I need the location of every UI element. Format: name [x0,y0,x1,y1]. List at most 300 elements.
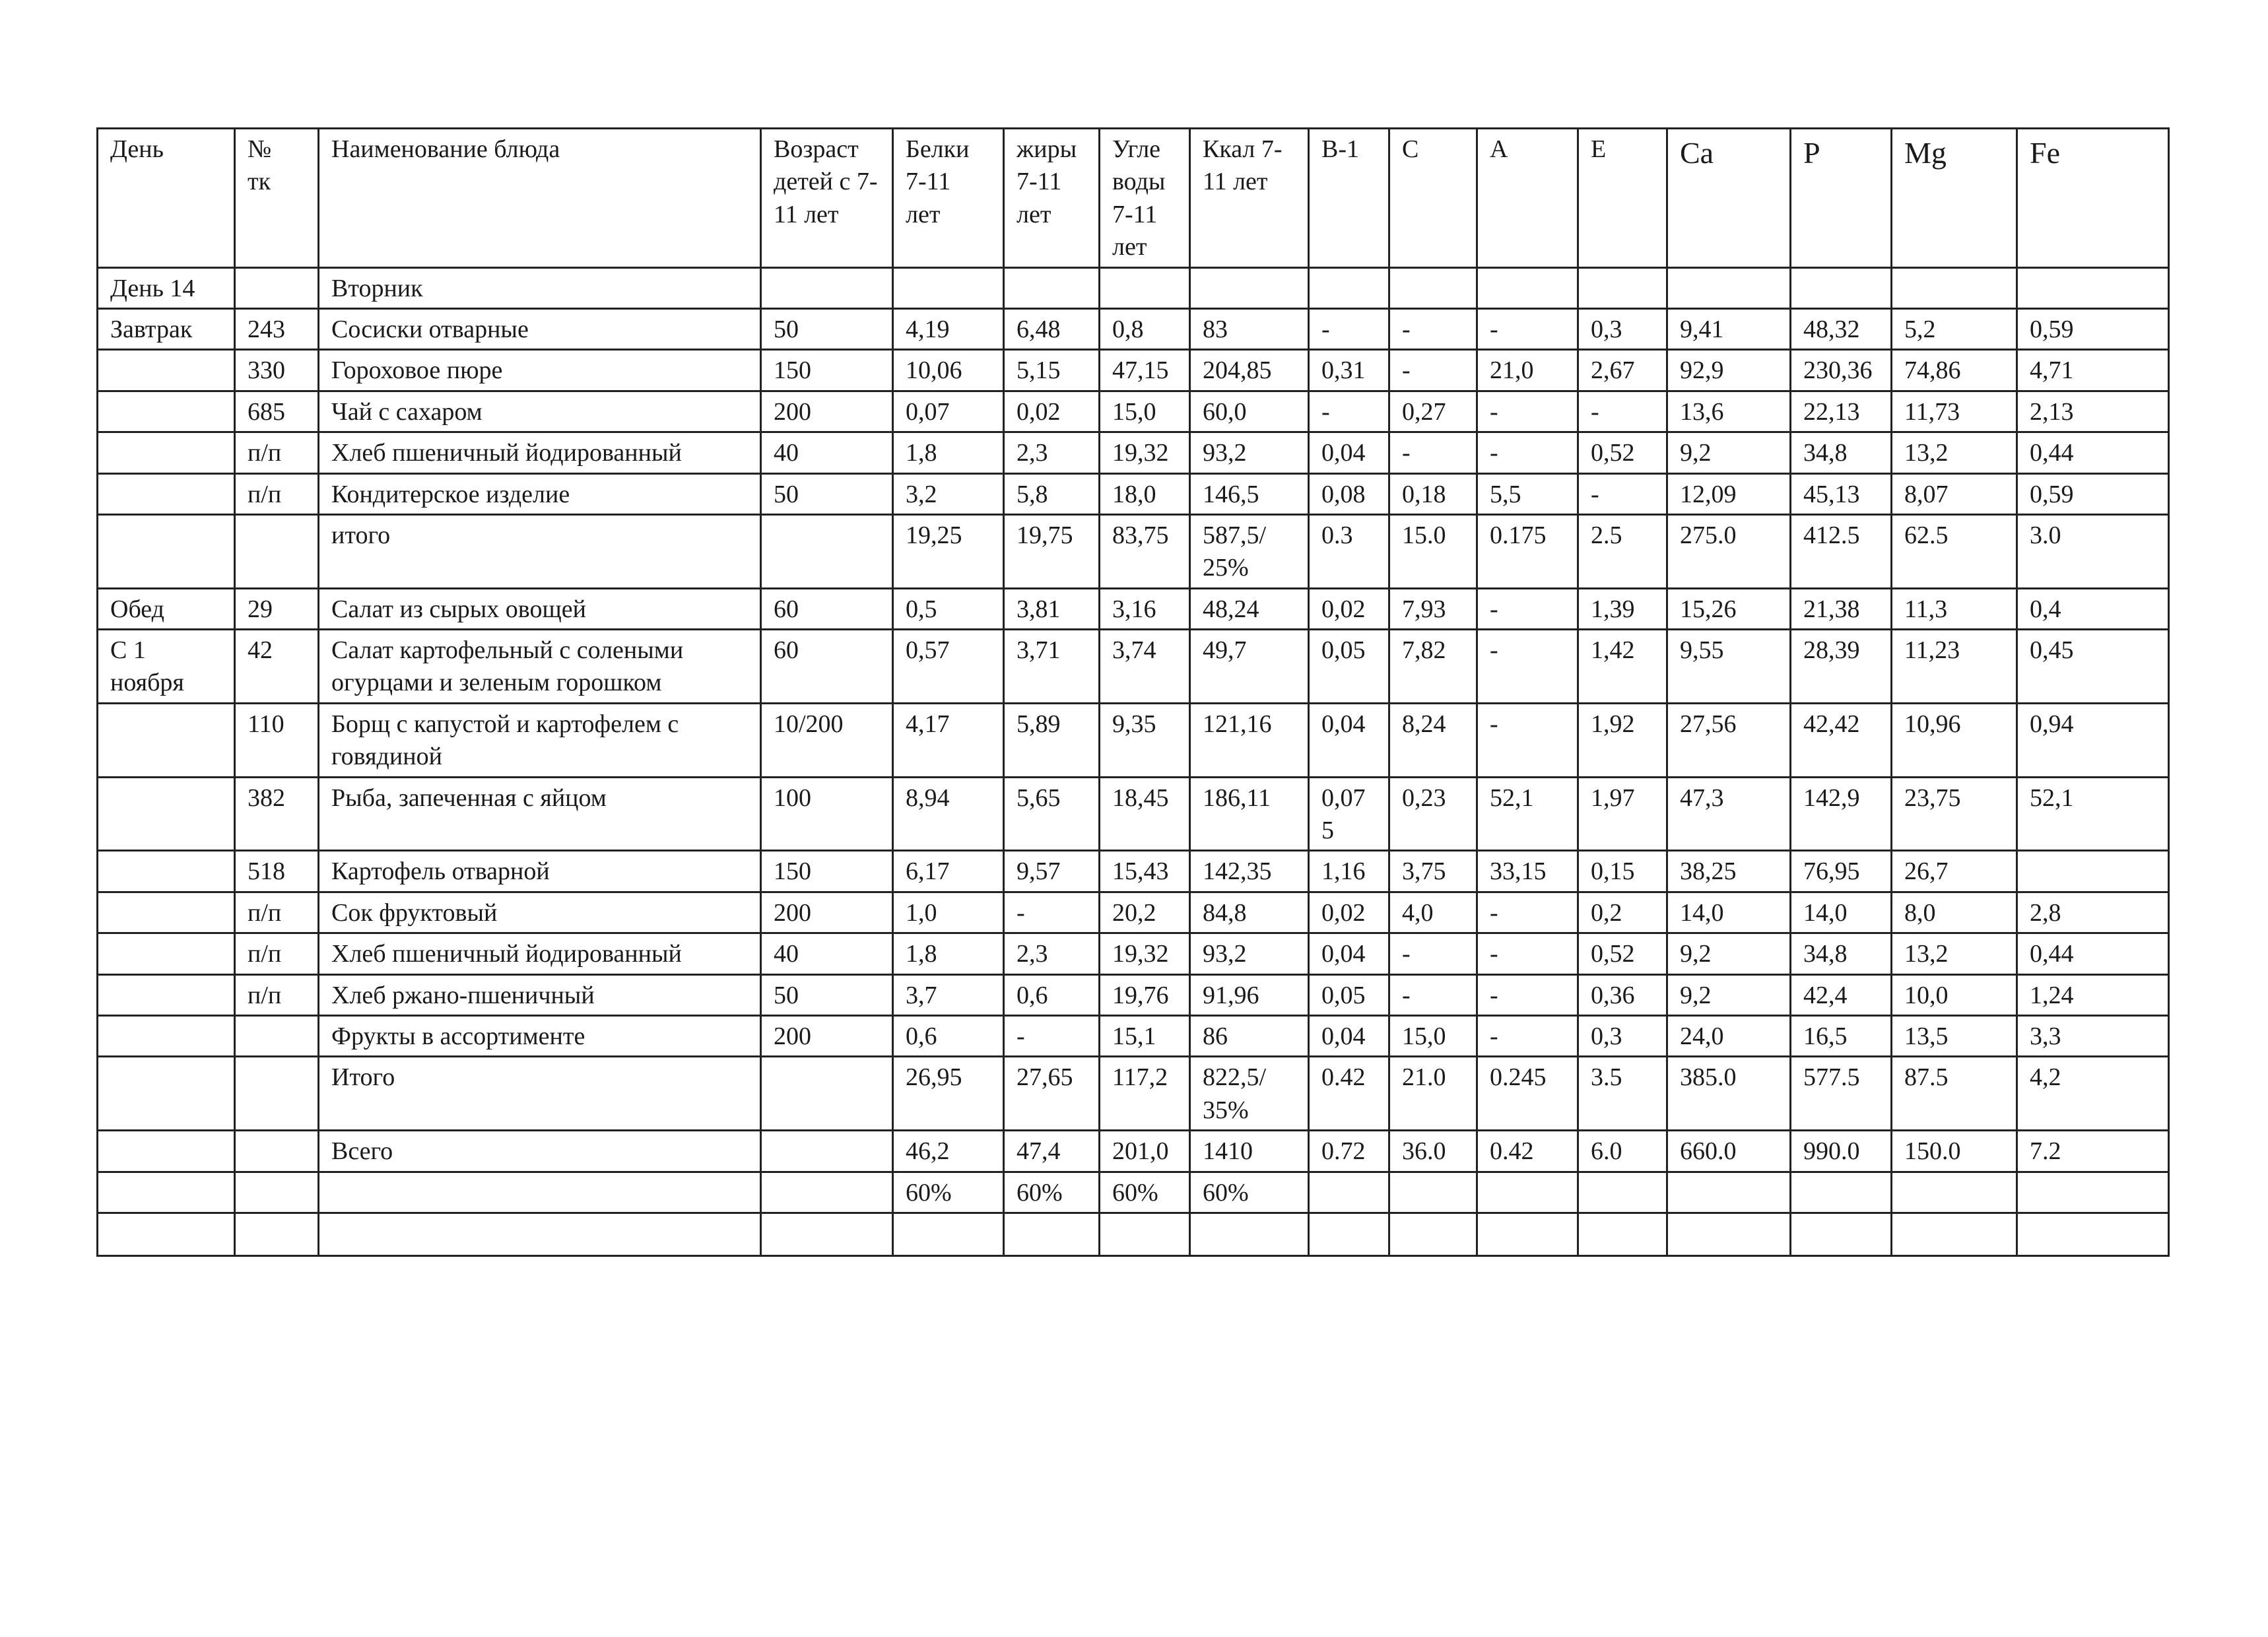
cell-ca: 275.0 [1667,514,1791,588]
table-row [98,777,2169,851]
cell-age [761,1213,893,1255]
cell-fe: 0,94 [2017,703,2169,777]
header-protein: Белки 7-11 лет [893,129,1004,268]
cell-b1: 0,04 [1309,432,1389,473]
cell-protein: 0,5 [893,588,1004,629]
cell-ca: 9,41 [1667,308,1791,349]
cell-fat: 0,6 [1004,974,1100,1015]
cell-kcal: 84,8 [1190,892,1309,933]
cell-protein: 4,19 [893,308,1004,349]
cell-mg: 10,96 [1892,703,2017,777]
cell-e: 1,92 [1578,703,1667,777]
cell-kcal: 86 [1190,1015,1309,1056]
cell-b1: 0.72 [1309,1131,1389,1172]
cell-protein: 19,25 [893,514,1004,588]
cell-ca: 47,3 [1667,777,1791,851]
cell-b1: 0,05 [1309,974,1389,1015]
cell-b1: - [1309,308,1389,349]
header-fat: жиры 7-11 лет [1004,129,1100,268]
cell-day [98,432,235,473]
cell-num [235,1213,319,1255]
cell-a [1477,1213,1578,1255]
cell-c: - [1389,308,1477,349]
cell-kcal: 48,24 [1190,588,1309,629]
cell-kcal: 146,5 [1190,473,1309,514]
cell-carbs: 3,16 [1100,588,1190,629]
cell-num [235,1015,319,1056]
cell-c: 0,18 [1389,473,1477,514]
cell-age [761,1131,893,1172]
cell-fe: 4,2 [2017,1057,2169,1131]
table-row [98,588,2169,629]
cell-carbs: 20,2 [1100,892,1190,933]
cell-protein: 3,2 [893,473,1004,514]
cell-e: 1,39 [1578,588,1667,629]
cell-a: - [1477,933,1578,974]
cell-e: 0,52 [1578,933,1667,974]
table-row [98,1057,2169,1131]
cell-num: 382 [235,777,319,851]
cell-b1: 0.42 [1309,1057,1389,1131]
cell-age: 50 [761,473,893,514]
table-row [98,1172,2169,1213]
cell-p: 230,36 [1791,350,1892,391]
cell-dish: Кондитерское изделие [319,473,761,514]
cell-dish: Гороховое пюре [319,350,761,391]
cell-age: 50 [761,974,893,1015]
cell-day [98,777,235,851]
cell-dish: Картофель отварной [319,851,761,892]
cell-protein: 60% [893,1172,1004,1213]
header-b1: В-1 [1309,129,1389,268]
cell-carbs: 47,15 [1100,350,1190,391]
cell-e: 2.5 [1578,514,1667,588]
cell-c: - [1389,432,1477,473]
cell-ca: 27,56 [1667,703,1791,777]
cell-fat: 3,71 [1004,630,1100,704]
cell-carbs: 0,8 [1100,308,1190,349]
cell-protein [893,267,1004,308]
cell-e [1578,1172,1667,1213]
header-a: А [1477,129,1578,268]
table-row [98,974,2169,1015]
cell-p: 28,39 [1791,630,1892,704]
table-row [98,267,2169,308]
cell-kcal: 121,16 [1190,703,1309,777]
cell-age: 60 [761,588,893,629]
cell-mg: 11,73 [1892,391,2017,432]
cell-fe: 52,1 [2017,777,2169,851]
cell-kcal: 93,2 [1190,933,1309,974]
table-row [98,1213,2169,1255]
cell-mg: 74,86 [1892,350,2017,391]
header-e: Е [1578,129,1667,268]
cell-ca: 9,2 [1667,933,1791,974]
cell-day: С 1 ноября [98,630,235,704]
header-kcal: Ккал 7-11 лет [1190,129,1309,268]
cell-num: 518 [235,851,319,892]
cell-b1: 1,16 [1309,851,1389,892]
cell-day [98,350,235,391]
cell-e: 1,97 [1578,777,1667,851]
cell-protein: 4,17 [893,703,1004,777]
cell-protein: 3,7 [893,974,1004,1015]
cell-num: п/п [235,974,319,1015]
header-carbs: Угле воды 7-11 лет [1100,129,1190,268]
cell-dish: Борщ с капустой и картофелем с говядиной [319,703,761,777]
table-row [98,514,2169,588]
cell-p: 142,9 [1791,777,1892,851]
cell-p: 577.5 [1791,1057,1892,1131]
cell-ca: 9,2 [1667,974,1791,1015]
cell-kcal: 587,5/ 25% [1190,514,1309,588]
cell-e: 0,15 [1578,851,1667,892]
table-row [98,1015,2169,1056]
cell-fat: 5,8 [1004,473,1100,514]
cell-kcal: 83 [1190,308,1309,349]
cell-dish: Салат из сырых овощей [319,588,761,629]
cell-ca: 660.0 [1667,1131,1791,1172]
cell-protein: 6,17 [893,851,1004,892]
cell-b1: - [1309,391,1389,432]
cell-a: 0.245 [1477,1057,1578,1131]
table-row [98,892,2169,933]
cell-c: 7,82 [1389,630,1477,704]
table-row [98,473,2169,514]
cell-carbs: 3,74 [1100,630,1190,704]
cell-dish: Хлеб ржано-пшеничный [319,974,761,1015]
cell-p [1791,1213,1892,1255]
cell-kcal: 91,96 [1190,974,1309,1015]
cell-fat: 0,02 [1004,391,1100,432]
cell-mg: 11,3 [1892,588,2017,629]
cell-kcal: 60% [1190,1172,1309,1213]
cell-c: 4,0 [1389,892,1477,933]
cell-day [98,391,235,432]
table-row [98,391,2169,432]
cell-fat: 5,15 [1004,350,1100,391]
cell-carbs: 15,43 [1100,851,1190,892]
cell-carbs: 60% [1100,1172,1190,1213]
cell-carbs: 18,0 [1100,473,1190,514]
cell-day [98,1213,235,1255]
cell-fe: 0,44 [2017,933,2169,974]
cell-ca [1667,267,1791,308]
cell-day [98,473,235,514]
cell-e: 0,2 [1578,892,1667,933]
cell-fe [2017,851,2169,892]
cell-fe: 4,71 [2017,350,2169,391]
cell-ca [1667,1172,1791,1213]
cell-mg: 8,07 [1892,473,2017,514]
cell-c: 8,24 [1389,703,1477,777]
cell-num: 685 [235,391,319,432]
cell-carbs: 83,75 [1100,514,1190,588]
cell-fat: 2,3 [1004,432,1100,473]
cell-p: 48,32 [1791,308,1892,349]
cell-age: 100 [761,777,893,851]
cell-protein: 0,07 [893,391,1004,432]
cell-kcal: 1410 [1190,1131,1309,1172]
table-row [98,432,2169,473]
cell-a: 52,1 [1477,777,1578,851]
cell-day: Обед [98,588,235,629]
cell-protein: 8,94 [893,777,1004,851]
cell-a: - [1477,892,1578,933]
cell-day [98,933,235,974]
cell-age [761,1057,893,1131]
cell-day [98,514,235,588]
cell-day [98,703,235,777]
cell-e [1578,267,1667,308]
cell-fat: 27,65 [1004,1057,1100,1131]
menu-nutrition-table [96,127,2170,1257]
cell-c: 7,93 [1389,588,1477,629]
cell-c [1389,1213,1477,1255]
cell-c: - [1389,933,1477,974]
cell-p: 412.5 [1791,514,1892,588]
cell-mg: 87.5 [1892,1057,2017,1131]
cell-carbs [1100,267,1190,308]
cell-dish: итого [319,514,761,588]
cell-fe: 3,3 [2017,1015,2169,1056]
cell-a: - [1477,588,1578,629]
cell-mg: 26,7 [1892,851,2017,892]
cell-ca: 38,25 [1667,851,1791,892]
cell-age: 40 [761,432,893,473]
cell-num: п/п [235,892,319,933]
cell-day [98,1131,235,1172]
cell-e: - [1578,473,1667,514]
cell-b1: 0,05 [1309,630,1389,704]
cell-p [1791,1172,1892,1213]
cell-carbs: 19,76 [1100,974,1190,1015]
cell-p: 990.0 [1791,1131,1892,1172]
cell-b1: 0.3 [1309,514,1389,588]
cell-p: 22,13 [1791,391,1892,432]
header-dish: Наименование блюда [319,129,761,268]
table-header-row [98,129,2169,268]
cell-e: - [1578,391,1667,432]
cell-age: 200 [761,1015,893,1056]
cell-c: - [1389,350,1477,391]
cell-e: 0,52 [1578,432,1667,473]
cell-dish: Фрукты в ассортименте [319,1015,761,1056]
cell-e: 6.0 [1578,1131,1667,1172]
cell-fe: 2,13 [2017,391,2169,432]
cell-num: 110 [235,703,319,777]
header-day: День [98,129,235,268]
cell-b1: 0,02 [1309,892,1389,933]
cell-p: 14,0 [1791,892,1892,933]
cell-carbs: 9,35 [1100,703,1190,777]
cell-day: День 14 [98,267,235,308]
cell-fat: 60% [1004,1172,1100,1213]
table-row [98,308,2169,349]
cell-carbs: 19,32 [1100,432,1190,473]
cell-protein [893,1213,1004,1255]
cell-p: 45,13 [1791,473,1892,514]
cell-ca: 13,6 [1667,391,1791,432]
header-ca: Са [1667,129,1791,268]
cell-b1 [1309,1213,1389,1255]
cell-num: п/п [235,933,319,974]
cell-fe: 0,59 [2017,473,2169,514]
cell-dish [319,1213,761,1255]
cell-e: 1,42 [1578,630,1667,704]
cell-kcal: 822,5/ 35% [1190,1057,1309,1131]
cell-b1 [1309,267,1389,308]
cell-carbs: 201,0 [1100,1131,1190,1172]
cell-ca [1667,1213,1791,1255]
cell-ca: 24,0 [1667,1015,1791,1056]
cell-age: 50 [761,308,893,349]
cell-num [235,1172,319,1213]
cell-dish: Вторник [319,267,761,308]
cell-num [235,514,319,588]
cell-mg: 13,2 [1892,933,2017,974]
cell-a: 5,5 [1477,473,1578,514]
cell-num [235,1131,319,1172]
header-num: № тк [235,129,319,268]
cell-fat [1004,1213,1100,1255]
cell-e: 0,3 [1578,1015,1667,1056]
cell-a: - [1477,1015,1578,1056]
cell-mg: 8,0 [1892,892,2017,933]
table-row [98,630,2169,704]
cell-e [1578,1213,1667,1255]
cell-age: 150 [761,350,893,391]
cell-c: 15.0 [1389,514,1477,588]
cell-age: 60 [761,630,893,704]
cell-fe: 3.0 [2017,514,2169,588]
cell-carbs: 18,45 [1100,777,1190,851]
cell-protein: 1,8 [893,432,1004,473]
cell-mg: 13,2 [1892,432,2017,473]
cell-dish: Всего [319,1131,761,1172]
cell-p: 76,95 [1791,851,1892,892]
header-p: Р [1791,129,1892,268]
cell-num [235,1057,319,1131]
cell-carbs: 15,0 [1100,391,1190,432]
cell-dish: Сосиски отварные [319,308,761,349]
cell-fat: 6,48 [1004,308,1100,349]
cell-kcal: 142,35 [1190,851,1309,892]
cell-fe: 2,8 [2017,892,2169,933]
cell-fe [2017,1213,2169,1255]
header-age: Возраст детей с 7-11 лет [761,129,893,268]
cell-fe [2017,267,2169,308]
cell-ca: 15,26 [1667,588,1791,629]
cell-fat: 9,57 [1004,851,1100,892]
cell-a: 0.42 [1477,1131,1578,1172]
cell-age: 40 [761,933,893,974]
cell-fe: 0,44 [2017,432,2169,473]
cell-b1: 0,04 [1309,933,1389,974]
cell-c: 15,0 [1389,1015,1477,1056]
cell-mg: 11,23 [1892,630,2017,704]
cell-age [761,1172,893,1213]
cell-num: 29 [235,588,319,629]
cell-mg: 10,0 [1892,974,2017,1015]
cell-a [1477,1172,1578,1213]
cell-p: 34,8 [1791,933,1892,974]
cell-p: 34,8 [1791,432,1892,473]
header-c: С [1389,129,1477,268]
cell-day [98,1057,235,1131]
cell-age: 10/200 [761,703,893,777]
cell-day [98,974,235,1015]
cell-mg [1892,267,2017,308]
header-fe: Fe [2017,129,2169,268]
cell-kcal: 204,85 [1190,350,1309,391]
table-row [98,350,2169,391]
cell-age: 200 [761,391,893,432]
cell-day [98,1172,235,1213]
cell-dish: Сок фруктовый [319,892,761,933]
cell-fat: 19,75 [1004,514,1100,588]
cell-protein: 26,95 [893,1057,1004,1131]
cell-fat [1004,267,1100,308]
cell-dish: Итого [319,1057,761,1131]
cell-fe: 0,4 [2017,588,2169,629]
cell-num [235,267,319,308]
cell-a [1477,267,1578,308]
cell-ca: 9,2 [1667,432,1791,473]
cell-ca: 9,55 [1667,630,1791,704]
cell-b1: 0,07 5 [1309,777,1389,851]
cell-b1 [1309,1172,1389,1213]
cell-protein: 1,8 [893,933,1004,974]
cell-a: 21,0 [1477,350,1578,391]
cell-protein: 10,06 [893,350,1004,391]
cell-protein: 0,57 [893,630,1004,704]
table-row [98,1131,2169,1172]
cell-day: Завтрак [98,308,235,349]
cell-mg [1892,1213,2017,1255]
cell-fat: - [1004,892,1100,933]
cell-protein: 1,0 [893,892,1004,933]
cell-kcal: 49,7 [1190,630,1309,704]
cell-kcal [1190,267,1309,308]
cell-a: 0.175 [1477,514,1578,588]
cell-a: - [1477,391,1578,432]
cell-fat: - [1004,1015,1100,1056]
cell-num: п/п [235,432,319,473]
cell-carbs: 117,2 [1100,1057,1190,1131]
table-row [98,851,2169,892]
cell-e: 2,67 [1578,350,1667,391]
cell-dish: Рыба, запеченная с яйцом [319,777,761,851]
cell-fat: 5,89 [1004,703,1100,777]
cell-ca: 14,0 [1667,892,1791,933]
cell-mg: 5,2 [1892,308,2017,349]
cell-dish: Чай с сахаром [319,391,761,432]
cell-a: - [1477,974,1578,1015]
cell-p: 21,38 [1791,588,1892,629]
cell-fe: 0,59 [2017,308,2169,349]
cell-b1: 0,08 [1309,473,1389,514]
cell-b1: 0,02 [1309,588,1389,629]
table-row [98,933,2169,974]
cell-day [98,1015,235,1056]
table-row [98,703,2169,777]
cell-c: 36.0 [1389,1131,1477,1172]
cell-c: 0,27 [1389,391,1477,432]
cell-p: 16,5 [1791,1015,1892,1056]
header-mg: Mg [1892,129,2017,268]
cell-b1: 0,04 [1309,1015,1389,1056]
